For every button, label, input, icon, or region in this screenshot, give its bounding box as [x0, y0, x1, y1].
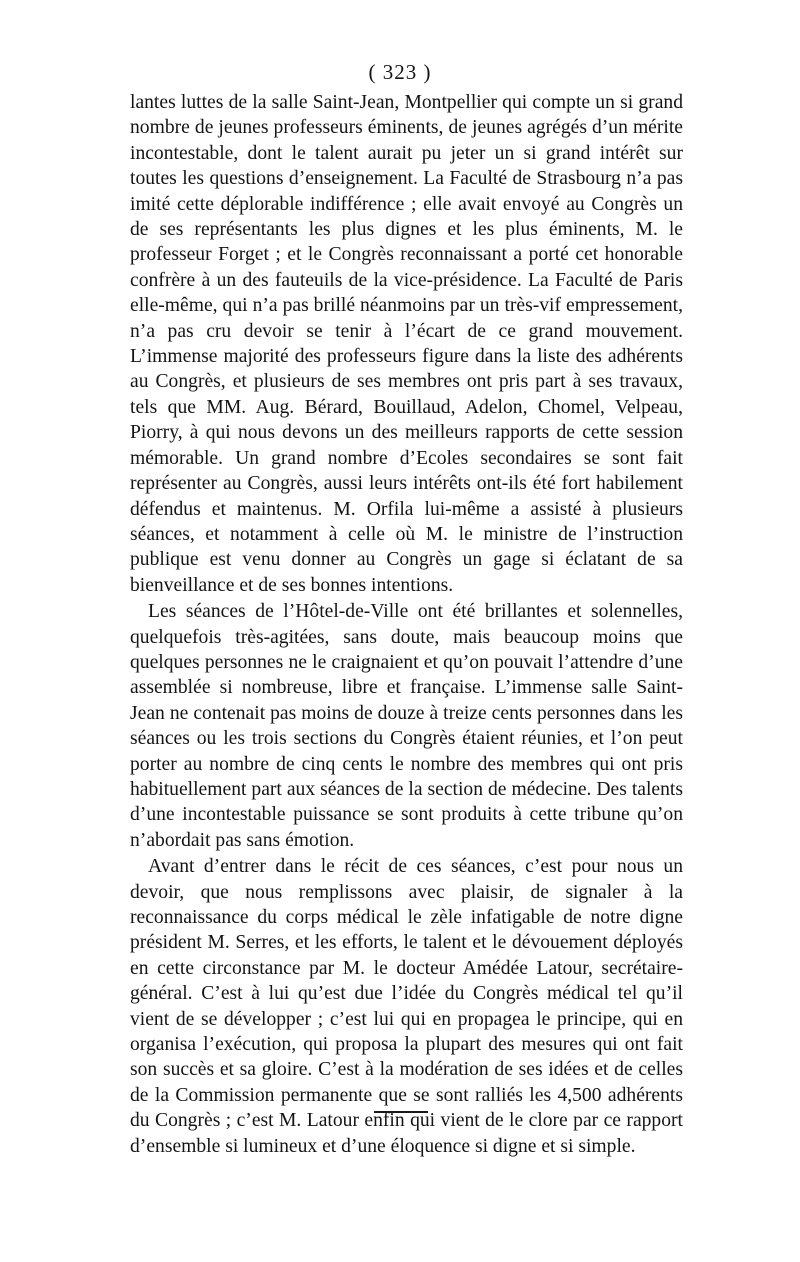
- paragraph-avant-dentrer: Avant d’entrer dans le récit de ces séances, c’est pour nous un devoir, que nous remplissons avec plaisir, de signaler à la reconnaissance du corps médical le zèle infatigable de notre digne président M. Serres, et les efforts, le talent et le dévouement déployés en cette circonstance par M. le docteur Amédée Latour, secrétaire-général. C’est à lui qu’est due l’idée du Congrès médical tel qu’il vient de se développer ; c’est lui qui en propagea le principe, qui en organisa l’exécution, qui proposa la plupart des mesures qui ont fait son succès et sa gloire. C’est à la modération de ses idées et de celles de la Commission permanente que se sont ralliés les 4,500 adhérents du Congrès ; c’est M. Latour enfin qui vient de le clore par ce rapport d’ensemble si lumineux et d’une éloquence si digne et si simple.: [130, 856, 683, 1157]
- paragraph-seances: Les séances de l’Hôtel-de-Ville ont été brillantes et solennelles, quelquefois très-agitées, sans doute, mais beaucoup moins que quelques personnes ne le craignaient et qu’on pouvait l’attendre d’une assemblée si nombreuse, libre et française. L’immense salle Saint-Jean ne contenait pas moins de douze à treize cents personnes dans les séances ou les trois sections du Congrès étaient réunies, et l’on peut porter au nombre de cinq cents le nombre des membres qui ont pris habituellement part aux séances de la section de médecine. Des talents d’une incontestable puissance se sont produits à cette tribune qu’on n’abordait pas sans émotion.: [130, 601, 683, 851]
- page-number: ( 323 ): [368, 60, 432, 84]
- body-text: [130, 90, 683, 1159]
- paragraph-continued: lantes luttes de la salle Saint-Jean, Montpellier qui compte un si grand nombre de jeunes professeurs éminents, de jeunes agrégés d’un mérite incontestable, dont le talent aurait pu jeter un si grand intérêt sur toutes les questions d’enseignement. La Faculté de Strasbourg n’a pas imité cette déplorable indifférence ; elle avait envoyé au Congrès un de ses représentants les plus dignes et les plus éminents, M. le professeur Forget ; et le Congrès reconnaissant a porté cet honorable confrère à un des fauteuils de la vice-présidence. La Faculté de Paris elle-même, qui n’a pas brillé néanmoins par un très-vif empressement, n’a pas cru devoir se tenir à l’écart de ce grand mouvement. L’immense majorité des professeurs figure dans la liste des adhérents au Congrès, et plusieurs de ses membres ont pris part à ses travaux, tels que MM. Aug. Bérard, Bouillaud, Adelon, Chomel, Velpeau, Piorry, à qui nous devons un des meilleurs rapports de cette session mémorable. Un grand nombre d’Ecoles secondaires se sont fait représenter au Congrès, aussi leurs intérêts ont-ils été fort habilement défendus et maintenus. M. Orfila lui-même a assisté à plusieurs séances, et notamment à celle où M. le ministre de l’instruction publique est venu donner au Congrès un gage si éclatant de sa bienveillance et de ses bonnes intentions.: [130, 92, 683, 596]
- section-divider-rule: [374, 1111, 428, 1113]
